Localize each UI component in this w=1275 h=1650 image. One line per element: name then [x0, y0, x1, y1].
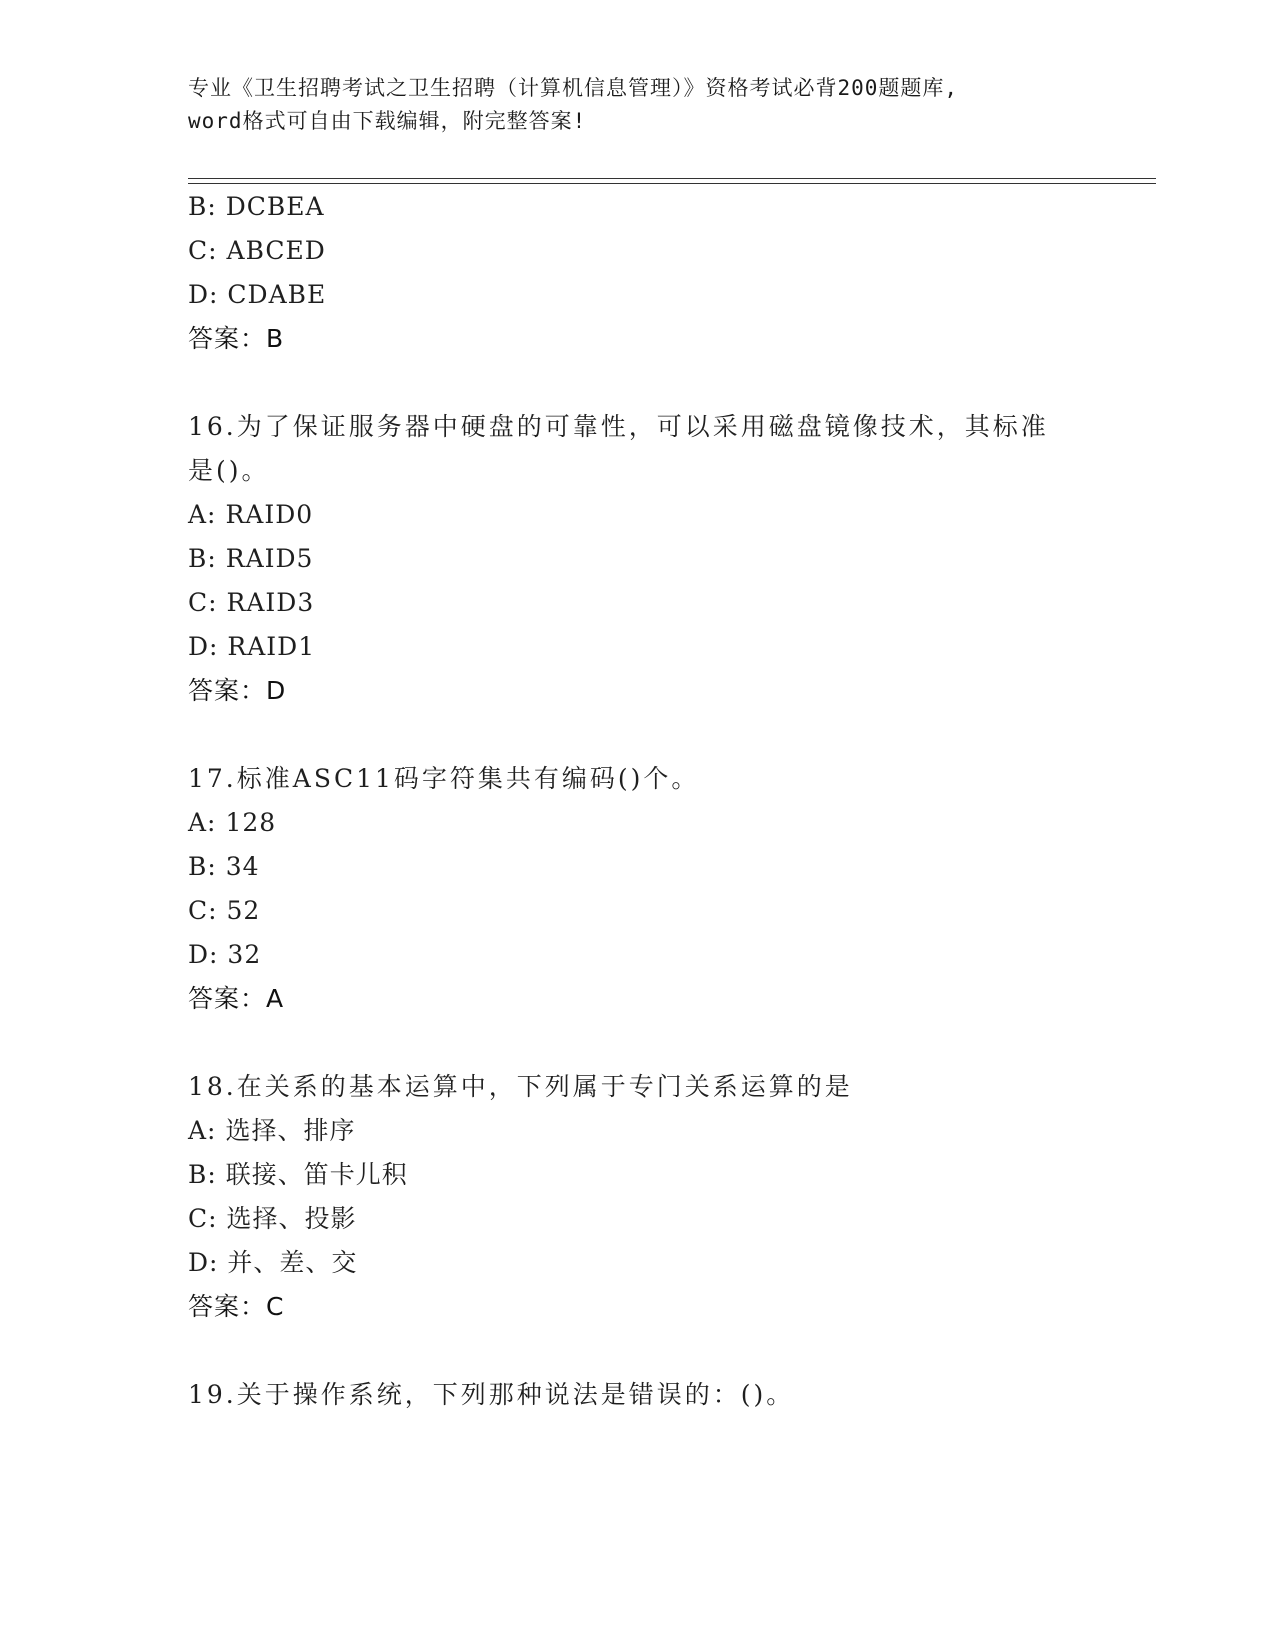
q16-question-line-2: 是()。 [188, 456, 270, 485]
option-text: 并、差、交 [227, 1248, 358, 1277]
option-text: 52 [226, 896, 261, 925]
q18-option-c [188, 1202, 357, 1236]
q17-question-line-1: 17.标准ASC11码字符集共有编码()个。 [188, 764, 700, 793]
option-text: 联接、笛卡儿积 [225, 1160, 408, 1189]
q16-question-line-1: 16.为了保证服务器中硬盘的可靠性，可以采用磁盘镜像技术，其标准 [188, 412, 1049, 441]
q18-option-d [188, 1246, 357, 1280]
option-text: 32 [227, 940, 262, 969]
option-text: RAID0 [225, 500, 314, 529]
q17-option-b [188, 850, 260, 884]
header-divider-bottom [188, 183, 1156, 184]
q19-question-line-1: 19.关于操作系统，下列那种说法是错误的：()。 [188, 1380, 795, 1409]
option-text: CDABE [227, 280, 327, 309]
option-label: C: [188, 588, 218, 617]
q16-option-b [188, 542, 313, 576]
option-text: 选择、排序 [225, 1116, 356, 1145]
option-label: A: [188, 808, 217, 837]
option-label: C: [188, 1204, 218, 1233]
q18-option-a [188, 1114, 355, 1148]
option-label: B: [188, 544, 217, 573]
option-label: C: [188, 896, 218, 925]
q16-option-c [188, 586, 314, 620]
q18-option-b [188, 1158, 408, 1192]
q15-option-c [188, 234, 326, 268]
option-label: D: [188, 632, 219, 661]
option-text: RAID1 [227, 632, 316, 661]
q18-question-line-1: 18.在关系的基本运算中，下列属于专门关系运算的是 [188, 1072, 853, 1101]
q16-option-a [188, 498, 313, 532]
option-text: RAID5 [225, 544, 314, 573]
option-text: RAID3 [226, 588, 315, 617]
header-divider-top [188, 178, 1156, 179]
option-text: 128 [225, 808, 277, 837]
option-text: 选择、投影 [226, 1204, 357, 1233]
q17-option-a [188, 806, 276, 840]
option-text: ABCED [226, 236, 326, 265]
option-label: D: [188, 940, 219, 969]
option-label: B: [188, 192, 217, 221]
option-text: 34 [225, 852, 260, 881]
q16-answer: 答案：D [188, 676, 287, 705]
option-text: DCBEA [225, 192, 325, 221]
q17-answer: 答案：A [188, 984, 285, 1013]
header-line-1: 专业《卫生招聘考试之卫生招聘（计算机信息管理）》资格考试必背200题题库, [188, 76, 959, 100]
option-label: D: [188, 1248, 219, 1277]
option-label: C: [188, 236, 218, 265]
q16-option-d [188, 630, 315, 664]
q18-answer: 答案：C [188, 1292, 285, 1321]
option-label: B: [188, 1160, 217, 1189]
q17-option-d [188, 938, 261, 972]
option-label: A: [188, 500, 217, 529]
header-line-2: word格式可自由下载编辑，附完整答案! [188, 109, 587, 133]
page-header [188, 72, 1068, 138]
option-label: B: [188, 852, 217, 881]
q15-option-b [188, 190, 325, 224]
q15-answer: 答案：B [188, 324, 285, 353]
option-label: D: [188, 280, 219, 309]
q17-option-c [188, 894, 260, 928]
q15-option-d [188, 278, 326, 312]
option-label: A: [188, 1116, 217, 1145]
